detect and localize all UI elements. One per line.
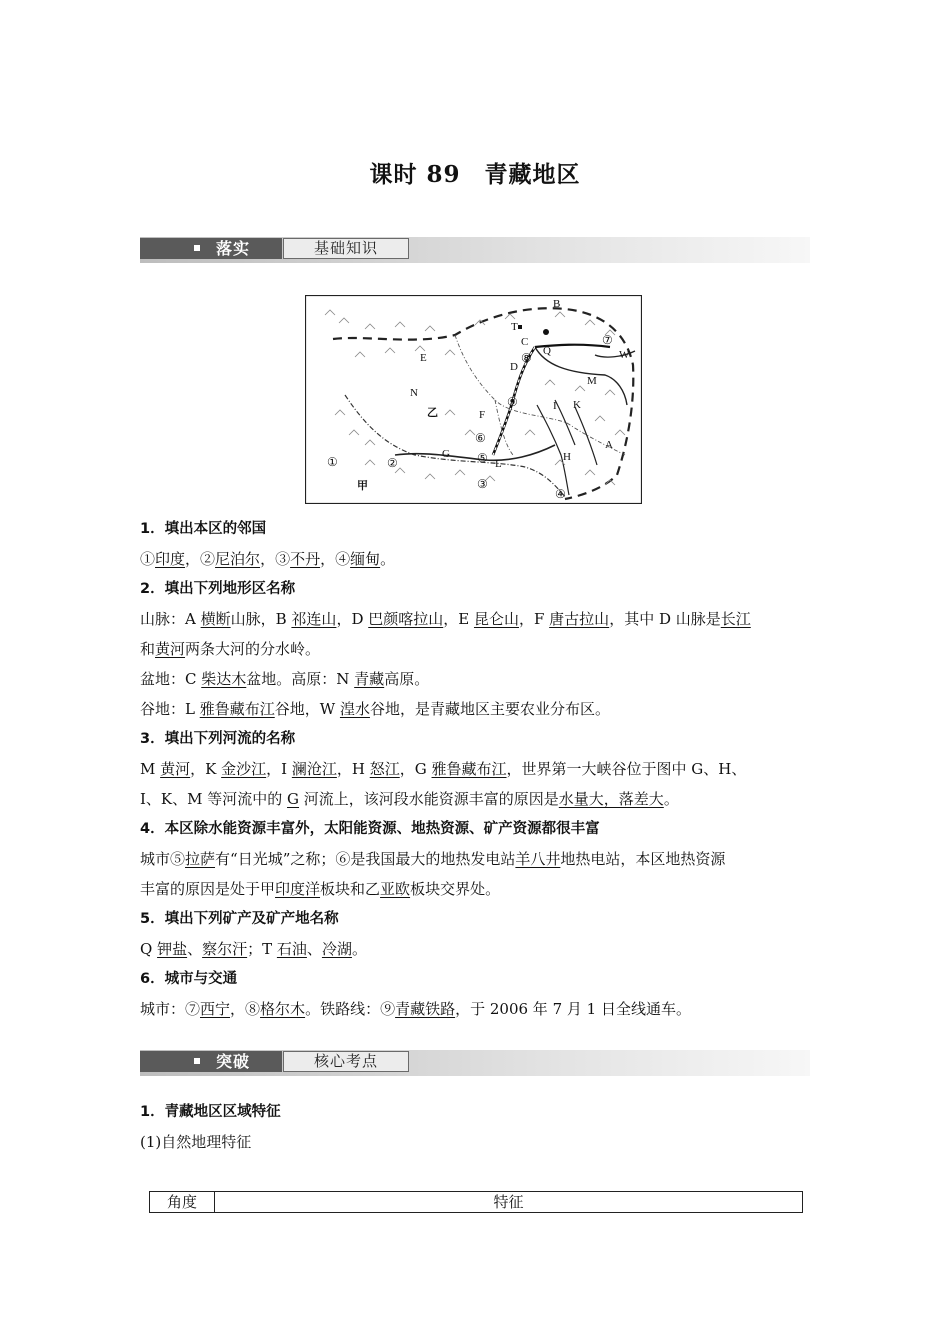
- map-label-circle-9: ⑨: [507, 395, 518, 409]
- map-label-g: G: [442, 448, 450, 460]
- q5-minerals: Q 钾盐、察尔汗；T 石油、冷湖。: [140, 940, 367, 958]
- map-label-m: M: [587, 375, 597, 387]
- part2-subheading: (1)自然地理特征: [140, 1133, 252, 1151]
- map-label-circle-8: ⑧: [521, 351, 532, 365]
- map-label-i: I: [553, 400, 557, 412]
- section-header-light-label: 基础知识: [283, 238, 409, 259]
- map-label-yi: 乙: [427, 407, 438, 419]
- map-label-q: Q: [543, 345, 551, 357]
- map-label-l: L: [495, 458, 502, 470]
- section-header-dark-label: 突破: [216, 1052, 251, 1071]
- q6-heading: 6．城市与交通: [140, 971, 238, 987]
- map-label-circle-6: ⑥: [475, 431, 486, 445]
- map-label-t: T: [511, 321, 518, 333]
- map-label-circle-7: ⑦: [602, 333, 613, 347]
- table-header-features: 特征: [493, 1193, 524, 1211]
- q4-line2: 丰富的原因是处于甲印度洋板块和乙亚欧板块交界处。: [140, 880, 501, 898]
- q3-rivers-cont: I、K、M 等河流中的 G 河流上，该河段水能资源丰富的原因是水量大，落差大。: [140, 790, 679, 808]
- square-bullet-icon: [194, 245, 200, 251]
- map-label-n: N: [410, 387, 418, 399]
- q5-heading: 5．填出下列矿产及矿产地名称: [140, 911, 339, 927]
- q6-cities: 城市：⑦西宁，⑧格尔木。铁路线：⑨青藏铁路，于 2006 年 7 月 1 日全线通车。: [140, 1000, 691, 1018]
- basic-knowledge-content: [140, 514, 812, 1024]
- q1-answer: ①印度，②尼泊尔，③不丹，④缅甸。: [140, 550, 396, 568]
- map-label-circle-2: ②: [387, 456, 398, 470]
- section-header-basics: [140, 237, 810, 263]
- q2-heading: 2．填出下列地形区名称: [140, 581, 296, 597]
- q2-mountains-cont: 和黄河两条大河的分水岭。: [140, 640, 321, 658]
- q2-valley: 谷地：L 雅鲁藏布江谷地，W 湟水谷地，是青藏地区主要农业分布区。: [140, 700, 610, 718]
- core-content: [140, 1097, 812, 1157]
- map-label-e: E: [420, 352, 427, 364]
- map-label-a: A: [605, 439, 613, 451]
- q2-mountains: 山脉：A 横断山脉，B 祁连山，D 巴颜喀拉山，E 昆仑山，F 唐古拉山，其中 D 山脉是长江: [140, 610, 751, 628]
- q3-heading: 3．填出下列河流的名称: [140, 731, 296, 747]
- q4-line1: 城市⑤拉萨有“日光城”之称；⑥是我国最大的地热发电站羊八井地热电站，本区地热资源: [140, 850, 726, 868]
- section-header-light-label: 核心考点: [283, 1051, 409, 1072]
- section-header-core: [140, 1050, 810, 1076]
- map-label-w: W: [619, 349, 630, 361]
- map-label-circle-1: ①: [327, 455, 338, 469]
- map-label-circle-3: ③: [477, 477, 488, 491]
- map-label-k: K: [573, 399, 581, 411]
- map-label-b: B: [553, 298, 561, 310]
- q4-heading: 4．本区除水能资源丰富外，太阳能资源、地热资源、矿产资源都很丰富: [140, 821, 600, 837]
- map-label-circle-4: ④: [555, 487, 566, 501]
- map-label-jia: 甲: [357, 480, 368, 492]
- square-bullet-icon: [194, 1058, 200, 1064]
- q1-heading: 1．填出本区的邻国: [140, 521, 267, 537]
- page-title: 课时 89 青藏地区: [369, 161, 581, 188]
- map-label-h: H: [563, 451, 571, 463]
- part2-heading: 1．青藏地区区域特征: [140, 1104, 281, 1120]
- map-label-c: C: [521, 336, 529, 348]
- qinghai-tibet-map: [305, 295, 642, 504]
- map-label-circle-5: ⑤: [477, 451, 488, 465]
- q3-rivers: M 黄河，K 金沙江，I 澜沧江，H 怒江，G 雅鲁藏布江，世界第一大峡谷位于图中 G、H、: [140, 760, 747, 778]
- q2-basin: 盆地：C 柴达木盆地。高原：N 青藏高原。: [140, 670, 430, 688]
- features-table: [149, 1191, 803, 1213]
- map-label-f: F: [479, 409, 486, 421]
- section-header-dark-label: 落实: [216, 239, 251, 258]
- map-label-d: D: [510, 361, 518, 373]
- table-header-angle: 角度: [150, 1192, 215, 1212]
